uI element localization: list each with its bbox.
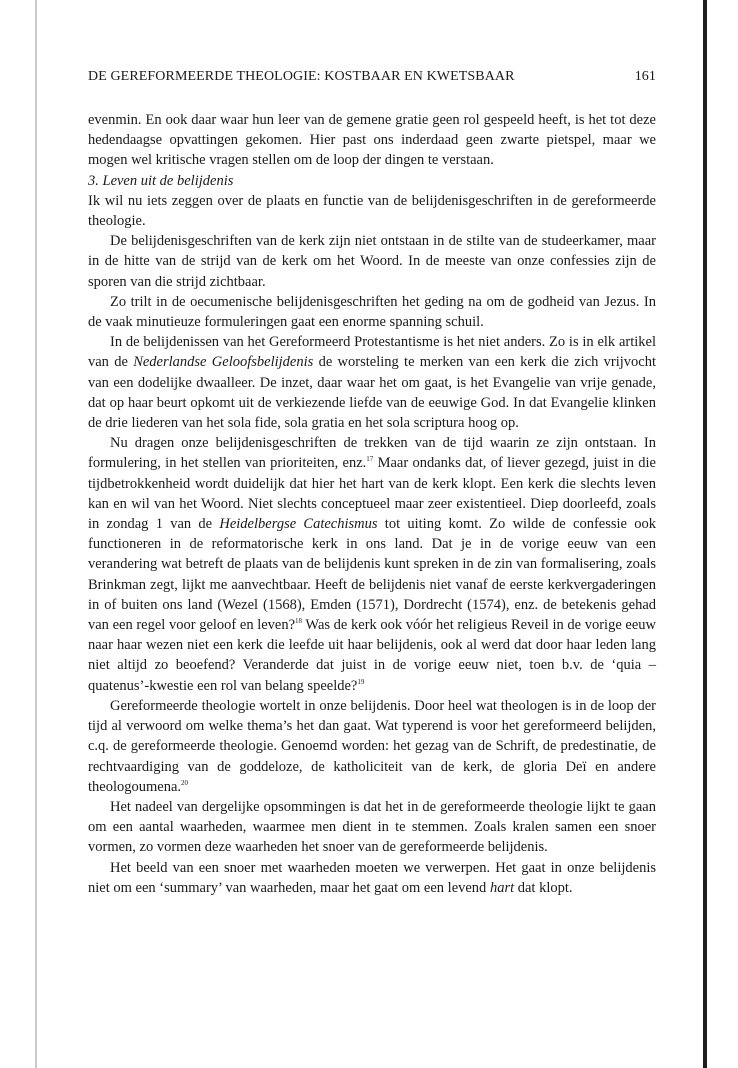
paragraph-9-text-a: Het beeld van een snoer met waarheden moeten we verwerpen. Het gaat in onze belijdenis niet om een ‘summary’ van waarheden, maar het gaat om een levend <box>88 859 656 896</box>
paragraph-1: evenmin. En ook daar waar hun leer van de gemene gratie geen rol gespeeld heeft, is het tot deze hedendaagse opvattingen gekomen. Hier past ons inderdaad geen zwarte pietspel, maar we mogen wel kritische vragen stellen om de loop der dingen te verstaan. <box>88 112 656 169</box>
running-title: DE GEREFORMEERDE THEOLOGIE: KOSTBAAR EN KWETSBAAR <box>88 69 515 84</box>
paragraph-6-text-a: Nu dragen onze belijdenisgeschriften de trekken van de tijd waarin ze zijn ontstaan. In formulering, in het stellen van prioriteiten, enz. <box>88 435 656 472</box>
scan-page-edge-right <box>703 0 707 1068</box>
page-number: 161 <box>634 69 656 84</box>
paragraph-5-text-a: In de belijdenissen van het Gereformeerd Protestantisme is het niet anders. Zo is in elk artikel van de <box>88 334 656 371</box>
footnote-ref-18: 18 <box>295 617 303 626</box>
paragraph-4: Zo trilt in de oecumenische belijdenisgeschriften het geding na om de godheid van Jezus. In de vaak minutieuze formuleringen gaat een enorme spanning schuil. <box>88 293 656 331</box>
paragraph-6-text-d: Was de kerk ook vóór het religieus Reveil in de vorige eeuw naar haar wezen niet een kerk die leefde uit haar belijdenis, ook al werd dat door haar leden lang niet altijd zo beoefend? Veranderde dat juist in de vorige eeuw niet, toen b.v. de ‘quia – quatenus’-kwestie een rol van belang speelde? <box>88 617 656 694</box>
paragraph-7-text-a: Gereformeerde theologie wortelt in onze belijdenis. Door heel wat theologen is in de loop der tijd al verwoord om welke thema’s het dan gaat. Wat typerend is voor het gereformeerd belijden, c.q. de gereformeerde theologie. Genoemd worden: het gezag van de Schrift, de predestinatie, de rechtvaardiging van de goddeloze, de katholiciteit van de kerk, de gloria Deï en andere theologoumena. <box>88 697 656 795</box>
body-text <box>88 110 656 898</box>
paragraph-7 <box>88 696 656 797</box>
paragraph-5 <box>88 332 656 433</box>
paragraph-6 <box>88 433 656 696</box>
paragraph-6-text-c: tot uiting komt. Zo wilde de confessie ook functioneren in de reformatorische kerk in ons land. Dat je in de vorige eeuw van een verandering wat betreft de plaats van de belijdenis kunt spreken in de zin van formalisering, zoals Brinkman zegt, lijkt me aanvechtbaar. Heeft de belijdenis niet vanaf de eerste kerkvergaderingen in of buiten ons land (Wezel (1568), Emden (1571), Dordrecht (1574), enz. de betekenis gehad van een regel voor geloof en leven? <box>88 516 656 634</box>
footnote-ref-19: 19 <box>357 677 365 686</box>
paragraph-5-emphasis: Nederlandse Geloofsbelijdenis <box>133 354 314 371</box>
paragraph-8: Het nadeel van dergelijke opsommingen is dat het in de gereformeerde theologie lijkt te gaan om een aantal waarheden, waarmee men dient in te stemmen. Zoals kralen samen een snoer vormen, zo vormen deze waarheden het snoer van de gereformeerde belijdenis. <box>88 798 656 856</box>
paragraph-9-text-b: dat klopt. <box>514 879 573 896</box>
paragraph-9 <box>88 858 656 898</box>
paragraph-2: Ik wil nu iets zeggen over de plaats en functie van de belijdenisgeschriften in de gereformeerde theologie. <box>88 192 656 230</box>
footnote-ref-17: 17 <box>366 455 374 464</box>
section-heading: 3. Leven uit de belijdenis <box>88 172 234 189</box>
paragraph-3: De belijdenisgeschriften van de kerk zijn niet ontstaan in de stilte van de studeerkamer, maar in de hitte van de strijd van de kerk om het Woord. In de meeste van onze confessies zijn de sporen van die strijd zichtbaar. <box>88 233 656 290</box>
footnote-ref-20: 20 <box>181 778 189 787</box>
paragraph-5-text-b: de worsteling te merken van een kerk die zich vrijvocht van een dodelijke dwaalleer. De inzet, daar waar het om gaat, is het Evangelie van vrije genade, dat op haar beurt opkomt uit de verkiezende liefde van de eeuwige God. In dat Evangelie klinken de drie liederen van het sola fide, sola gratia en het sola scriptura hoog op. <box>88 354 657 432</box>
paragraph-9-emphasis: hart <box>489 879 515 896</box>
scan-page-edge-left <box>35 0 37 1068</box>
paragraph-6-text-b: Maar ondanks dat, of liever gezegd, juist in die tijdbetrokkenheid wordt duidelijk dat hier het hart van de kerk klopt. Een kerk die slechts leven kan en wil van het Woord. Niet slechts conceptueel maar zeer existentieel. Diep doorleefd, zoals in zondag 1 van de <box>88 455 656 533</box>
paragraph-6-emphasis: Heidelbergse Catechismus <box>219 516 378 533</box>
